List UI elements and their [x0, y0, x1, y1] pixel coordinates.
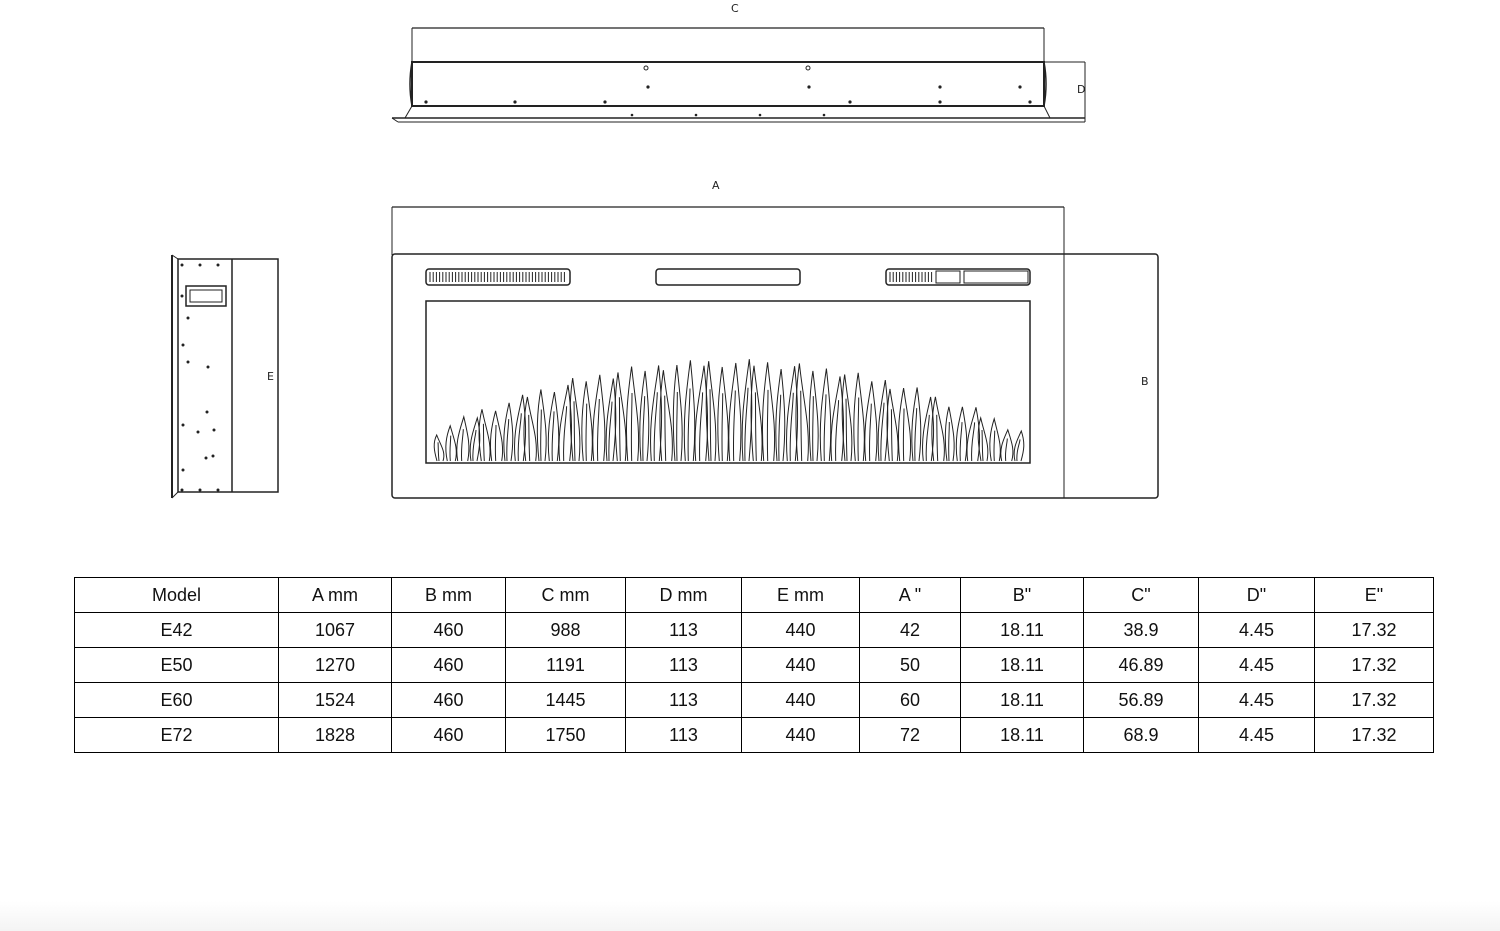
- table-cell: 1524: [279, 683, 392, 718]
- table-cell: 440: [742, 648, 860, 683]
- table-cell: 4.45: [1199, 718, 1315, 753]
- table-cell: E72: [75, 718, 279, 753]
- dim-label-d: D: [1077, 83, 1086, 96]
- table-cell: 18.11: [961, 648, 1084, 683]
- top-view: [392, 28, 1085, 122]
- table-cell: 17.32: [1315, 613, 1434, 648]
- table-cell: 42: [860, 613, 961, 648]
- dim-label-b: B: [1141, 375, 1149, 388]
- table-row: [75, 648, 1434, 683]
- table-cell: E50: [75, 648, 279, 683]
- table-cell: 113: [626, 613, 742, 648]
- display-panel: [656, 269, 800, 285]
- table-cell: 1445: [506, 683, 626, 718]
- header-model: Model: [75, 578, 279, 613]
- header-b-mm: B mm: [392, 578, 506, 613]
- header-c-mm: C mm: [506, 578, 626, 613]
- header-a-mm: A mm: [279, 578, 392, 613]
- table-cell: 460: [392, 613, 506, 648]
- header-a-in: A ": [860, 578, 961, 613]
- table-cell: 440: [742, 613, 860, 648]
- table-cell: 1067: [279, 613, 392, 648]
- table-cell: 113: [626, 683, 742, 718]
- table-cell: 56.89: [1084, 683, 1199, 718]
- table-cell: 17.32: [1315, 718, 1434, 753]
- table-row: [75, 683, 1434, 718]
- table-cell: 18.11: [961, 613, 1084, 648]
- table-cell: 460: [392, 683, 506, 718]
- table-cell: E42: [75, 613, 279, 648]
- table-cell: 113: [626, 648, 742, 683]
- specification-table: [74, 577, 1434, 753]
- table-cell: 1750: [506, 718, 626, 753]
- table-cell: 68.9: [1084, 718, 1199, 753]
- side-view-bracket: [186, 286, 226, 306]
- header-c-in: C": [1084, 578, 1199, 613]
- table-cell: 60: [860, 683, 961, 718]
- header-b-in: B": [961, 578, 1084, 613]
- header-e-mm: E mm: [742, 578, 860, 613]
- header-e-in: E": [1315, 578, 1434, 613]
- table-cell: 50: [860, 648, 961, 683]
- table-cell: 1828: [279, 718, 392, 753]
- dim-label-e: E: [267, 370, 274, 383]
- table-header-row: [75, 578, 1434, 613]
- header-d-mm: D mm: [626, 578, 742, 613]
- flame-pattern: [434, 359, 1024, 461]
- table-cell: 4.45: [1199, 648, 1315, 683]
- dim-label-a: A: [712, 179, 720, 192]
- bottom-fade: [0, 901, 1500, 931]
- table-cell: 18.11: [961, 683, 1084, 718]
- table-cell: 4.45: [1199, 683, 1315, 718]
- table-cell: 1270: [279, 648, 392, 683]
- table-cell: 113: [626, 718, 742, 753]
- table-row: [75, 718, 1434, 753]
- table-cell: 460: [392, 718, 506, 753]
- side-view-body: [178, 259, 278, 492]
- header-d-in: D": [1199, 578, 1315, 613]
- top-view-body: [412, 62, 1044, 106]
- table-cell: 18.11: [961, 718, 1084, 753]
- table-cell: 440: [742, 683, 860, 718]
- dim-label-c: C: [731, 2, 739, 15]
- side-view: [172, 255, 278, 498]
- table-cell: E60: [75, 683, 279, 718]
- table-cell: 460: [392, 648, 506, 683]
- table-cell: 17.32: [1315, 683, 1434, 718]
- vent-slats: [430, 272, 932, 282]
- table-cell: 17.32: [1315, 648, 1434, 683]
- control-button-right: [964, 271, 1028, 283]
- table-cell: 38.9: [1084, 613, 1199, 648]
- table-cell: 46.89: [1084, 648, 1199, 683]
- table-cell: 440: [742, 718, 860, 753]
- table-cell: 988: [506, 613, 626, 648]
- front-view-body: [392, 254, 1158, 498]
- table-cell: 72: [860, 718, 961, 753]
- table-cell: 4.45: [1199, 613, 1315, 648]
- control-button-left: [936, 271, 960, 283]
- table-cell: 1191: [506, 648, 626, 683]
- top-view-screws: [424, 66, 1031, 116]
- table-row: [75, 613, 1434, 648]
